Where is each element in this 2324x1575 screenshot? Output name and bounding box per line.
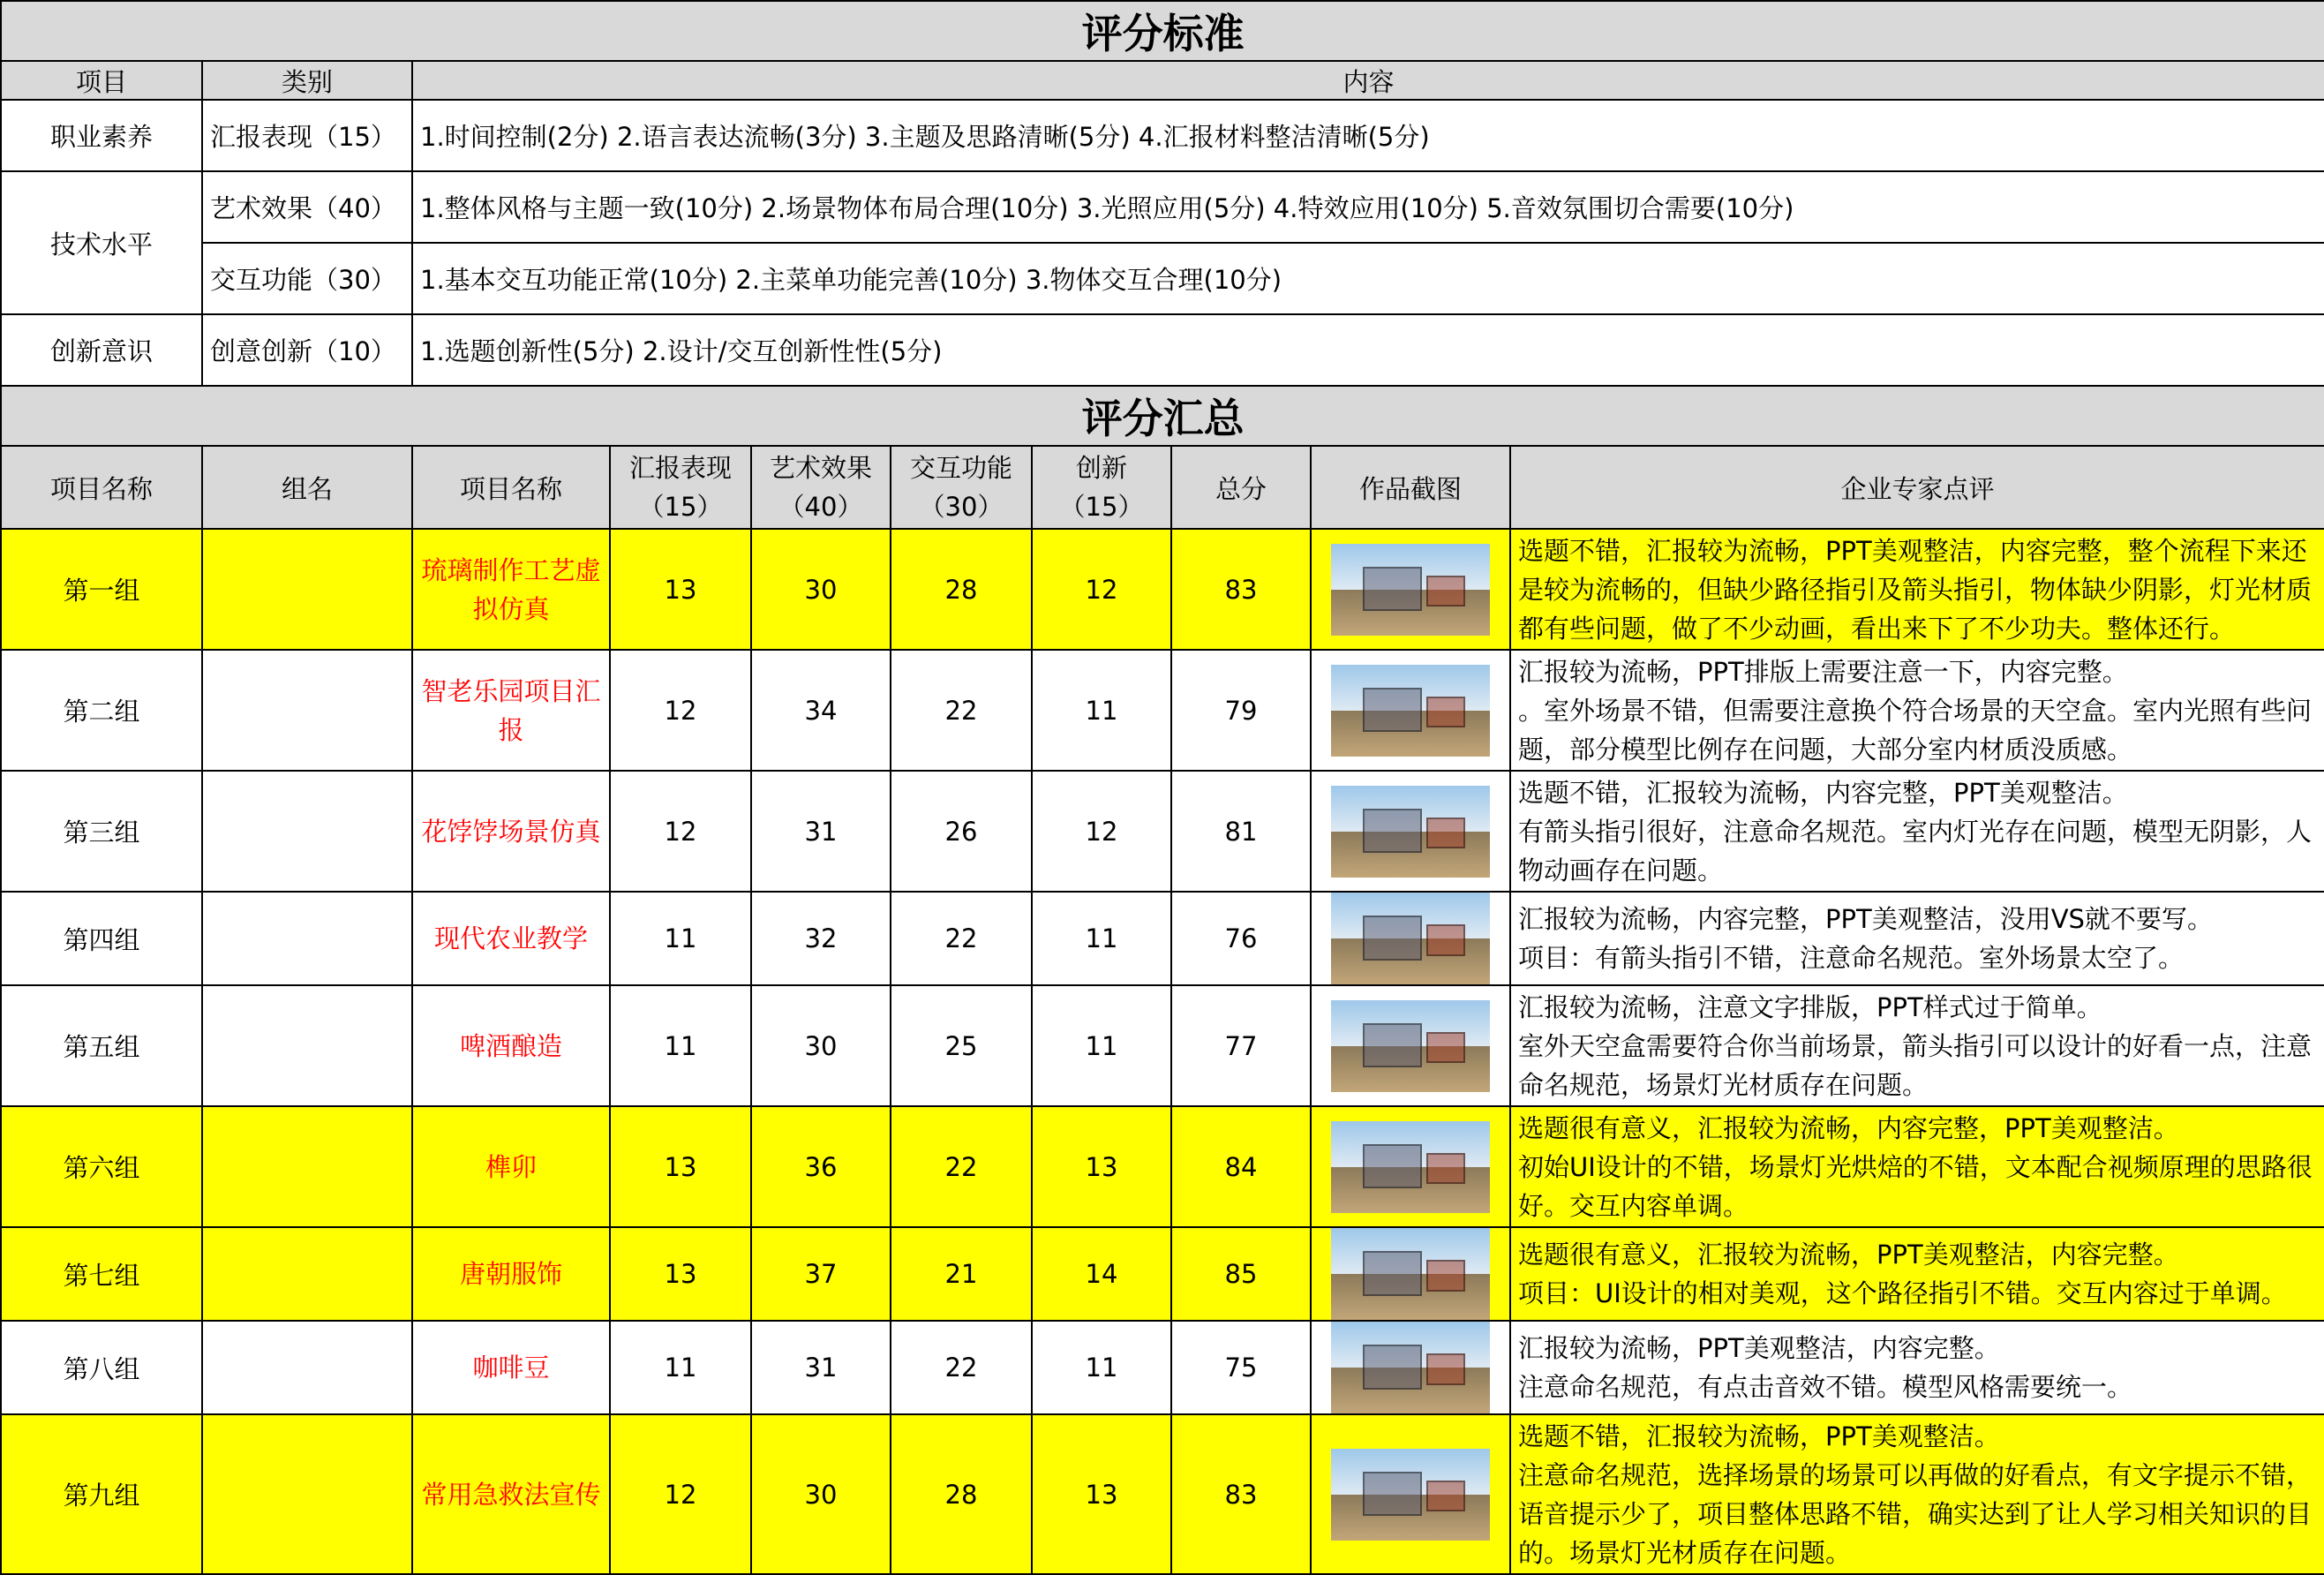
screenshot-thumbnail [1331,893,1490,984]
score-total: 83 [1171,1414,1311,1574]
score-total: 84 [1171,1106,1311,1227]
table-row [1,1414,2324,1574]
work-screenshot [1311,529,1510,650]
score-innov: 13 [1032,1106,1171,1227]
score-interact: 28 [891,1414,1032,1574]
header-total: 总分 [1171,446,1311,529]
project-name: 智老乐园项目汇报 [412,650,610,771]
expert-comment: 汇报较为流畅，PPT排版上需要注意一下，内容完整。 。室外场景不错，但需要注意换个符合场景的天空盒。室内光照有些问题，部分模型比例存在问题，大部分室内材质没质感。 [1510,650,2324,771]
screenshot-thumbnail [1331,786,1490,878]
header-interact: 交互功能 （30） [891,446,1032,529]
criteria-item: 技术水平 [1,171,202,314]
team-name [202,771,412,892]
score-innov: 11 [1032,892,1171,985]
criteria-header-item: 项目 [1,61,202,100]
score-innov: 11 [1032,985,1171,1106]
score-innov: 11 [1032,1321,1171,1414]
work-screenshot [1311,892,1510,985]
score-report: 13 [610,1106,751,1227]
score-interact: 21 [891,1227,1032,1321]
summary-title: 评分汇总 [1,386,2324,446]
table-row [1,1227,2324,1321]
score-report: 11 [610,985,751,1106]
screenshot-thumbnail [1331,1228,1490,1320]
score-innov: 14 [1032,1227,1171,1321]
criteria-content: 1.选题创新性(5分) 2.设计/交互创新性性(5分) [412,314,2324,386]
score-report: 12 [610,1414,751,1574]
work-screenshot [1311,1414,1510,1574]
criteria-category: 交互功能（30） [202,243,412,314]
criteria-content: 1.时间控制(2分) 2.语言表达流畅(3分) 3.主题及思路清晰(5分) 4.汇报材料整洁清晰(5分) [412,100,2324,171]
score-art: 36 [751,1106,891,1227]
score-total: 75 [1171,1321,1311,1414]
score-art: 37 [751,1227,891,1321]
criteria-category: 艺术效果（40） [202,171,412,243]
group-label: 第一组 [1,529,202,650]
header-name: 项目名称 [412,446,610,529]
summary-body [1,529,2324,1574]
score-report: 12 [610,650,751,771]
score-art: 31 [751,1321,891,1414]
score-interact: 22 [891,892,1032,985]
header-comment: 企业专家点评 [1510,446,2324,529]
score-total: 83 [1171,529,1311,650]
criteria-category: 汇报表现（15） [202,100,412,171]
project-name: 啤酒酿造 [412,985,610,1106]
score-innov: 12 [1032,529,1171,650]
screenshot-thumbnail [1331,665,1490,757]
project-name: 榫卯 [412,1106,610,1227]
score-innov: 12 [1032,771,1171,892]
table-row [1,985,2324,1106]
expert-comment: 选题很有意义，汇报较为流畅，PPT美观整洁，内容完整。 项目：UI设计的相对美观，这个路径指引不错。交互内容过于单调。 [1510,1227,2324,1321]
table-row [1,650,2324,771]
header-group: 组名 [202,446,412,529]
criteria-title: 评分标准 [1,1,2324,61]
group-label: 第九组 [1,1414,202,1574]
expert-comment: 选题不错，汇报较为流畅，内容完整，PPT美观整洁。 有箭头指引很好，注意命名规范。室内灯光存在问题，模型无阴影，人物动画存在问题。 [1510,771,2324,892]
score-innov: 11 [1032,650,1171,771]
score-total: 85 [1171,1227,1311,1321]
team-name [202,892,412,985]
score-total: 76 [1171,892,1311,985]
score-interact: 25 [891,985,1032,1106]
screenshot-thumbnail [1331,1121,1490,1213]
group-label: 第四组 [1,892,202,985]
group-label: 第六组 [1,1106,202,1227]
team-name [202,1414,412,1574]
score-interact: 22 [891,1321,1032,1414]
project-name: 琉璃制作工艺虚拟仿真 [412,529,610,650]
table-row [1,1321,2324,1414]
score-total: 79 [1171,650,1311,771]
score-interact: 28 [891,529,1032,650]
expert-comment: 汇报较为流畅，PPT美观整洁，内容完整。 注意命名规范，有点击音效不错。模型风格需要统一。 [1510,1321,2324,1414]
team-name [202,1227,412,1321]
work-screenshot [1311,1227,1510,1321]
score-interact: 26 [891,771,1032,892]
score-interact: 22 [891,650,1032,771]
expert-comment: 选题很有意义，汇报较为流畅，内容完整，PPT美观整洁。 初始UI设计的不错，场景灯光烘焙的不错，文本配合视频原理的思路很好。交互内容单调。 [1510,1106,2324,1227]
table-row [1,1106,2324,1227]
criteria-item: 职业素养 [1,100,202,171]
criteria-item: 创新意识 [1,314,202,386]
criteria-category: 创意创新（10） [202,314,412,386]
table-row [1,892,2324,985]
header-innov: 创新 （15） [1032,446,1171,529]
work-screenshot [1311,985,1510,1106]
project-name: 花饽饽场景仿真 [412,771,610,892]
criteria-header-category: 类别 [202,61,412,100]
expert-comment: 汇报较为流畅，注意文字排版，PPT样式过于简单。 室外天空盒需要符合你当前场景，箭头指引可以设计的好看一点，注意命名规范，场景灯光材质存在问题。 [1510,985,2324,1106]
expert-comment: 选题不错，汇报较为流畅，PPT美观整洁。 注意命名规范，选择场景的场景可以再做的好看点，有文字提示不错，语音提示少了，项目整体思路不错，确实达到了让人学习相关知识的目的。场景灯光材质存在问题。 [1510,1414,2324,1574]
project-name: 现代农业教学 [412,892,610,985]
criteria-content: 1.基本交互功能正常(10分) 2.主菜单功能完善(10分) 3.物体交互合理(10分) [412,243,2324,314]
group-label: 第五组 [1,985,202,1106]
team-name [202,650,412,771]
criteria-header-content: 内容 [412,61,2324,100]
team-name [202,985,412,1106]
score-report: 13 [610,1227,751,1321]
score-report: 11 [610,892,751,985]
group-label: 第三组 [1,771,202,892]
group-label: 第七组 [1,1227,202,1321]
header-report: 汇报表现 （15） [610,446,751,529]
score-total: 81 [1171,771,1311,892]
project-name: 常用急救法宣传 [412,1414,610,1574]
work-screenshot [1311,650,1510,771]
project-name: 唐朝服饰 [412,1227,610,1321]
score-art: 34 [751,650,891,771]
expert-comment: 汇报较为流畅，内容完整，PPT美观整洁，没用VS就不要写。 项目：有箭头指引不错，注意命名规范。室外场景太空了。 [1510,892,2324,985]
score-art: 31 [751,771,891,892]
score-art: 30 [751,985,891,1106]
project-name: 咖啡豆 [412,1321,610,1414]
table-row [1,771,2324,892]
team-name [202,529,412,650]
group-label: 第二组 [1,650,202,771]
work-screenshot [1311,1321,1510,1414]
score-innov: 13 [1032,1414,1171,1574]
screenshot-thumbnail [1331,1322,1490,1413]
score-report: 11 [610,1321,751,1414]
screenshot-thumbnail [1331,544,1490,636]
screenshot-thumbnail [1331,1000,1490,1092]
group-label: 第八组 [1,1321,202,1414]
score-report: 13 [610,529,751,650]
team-name [202,1321,412,1414]
score-art: 30 [751,1414,891,1574]
criteria-content: 1.整体风格与主题一致(10分) 2.场景物体布局合理(10分) 3.光照应用(5分) 4.特效应用(10分) 5.音效氛围切合需要(10分) [412,171,2324,243]
header-project: 项目名称 [1,446,202,529]
work-screenshot [1311,771,1510,892]
score-art: 30 [751,529,891,650]
expert-comment: 选题不错，汇报较为流畅，PPT美观整洁，内容完整，整个流程下来还是较为流畅的，但缺少路径指引及箭头指引，物体缺少阴影，灯光材质都有些问题，做了不少动画，看出来下了不少功夫。整体还行。 [1510,529,2324,650]
header-art: 艺术效果 （40） [751,446,891,529]
score-interact: 22 [891,1106,1032,1227]
team-name [202,1106,412,1227]
work-screenshot [1311,1106,1510,1227]
table-row [1,529,2324,650]
header-shot: 作品截图 [1311,446,1510,529]
screenshot-thumbnail [1331,1449,1490,1541]
score-report: 12 [610,771,751,892]
score-art: 32 [751,892,891,985]
score-total: 77 [1171,985,1311,1106]
